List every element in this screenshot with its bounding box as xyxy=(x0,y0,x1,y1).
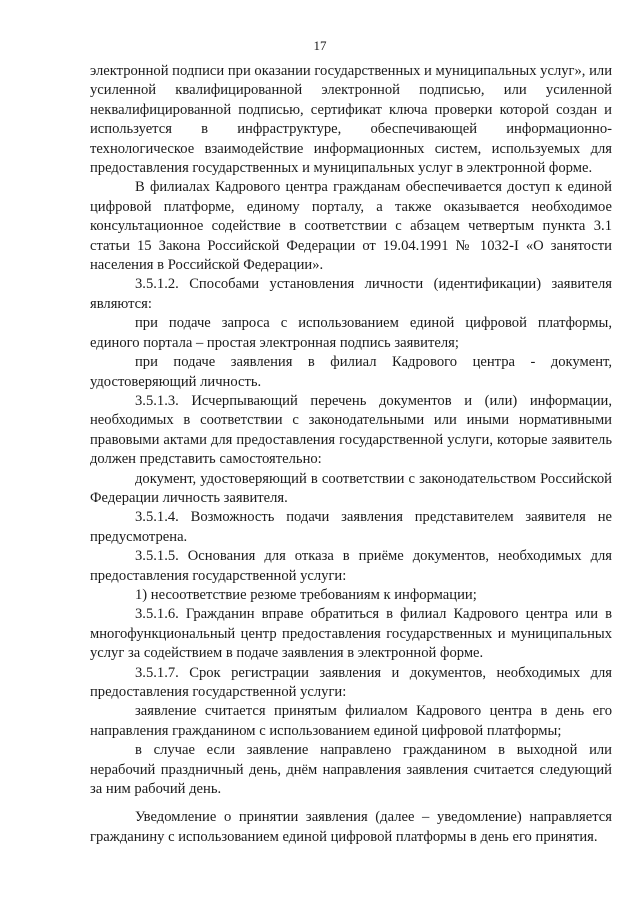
paragraph-3-5-1-7: 3.5.1.7. Срок регистрации заявления и документов, необходимых для предоставления государственной услуги: xyxy=(90,664,612,700)
paragraph-3-5-1-2: 3.5.1.2. Способами установления личности (идентификации) заявителя являются: xyxy=(90,276,612,312)
paragraph-identity-document: документ, удостоверяющий в соответствии с законодательством Российской Федерации личность заявителя. xyxy=(90,470,612,506)
page-number: 17 xyxy=(313,38,327,53)
paragraph-3-5-1-5: 3.5.1.5. Основания для отказа в приёме документов, необходимых для предоставления государственной услуги: xyxy=(90,548,612,584)
paragraph-signature-continuation: электронной подписи при оказании государственных и муниципальных услуг», или усиленной квалифицированной электронной подписью, или усиленной неквалифицированной подписью, сертификат ключа проверки которой создан и используется в инфраструктуре, обеспечивающей информационно-технологическое взаимодействие информационных систем, используемых для предоставления государственных и муниципальных услуг в электронной форме. xyxy=(90,63,613,177)
paragraph-branch-access: В филиалах Кадрового центра гражданам обеспечивается доступ к единой цифровой платформе, единому порталу, а также оказывается необходимое консультационное содействие в соответствии с абзацем четвертым пункта 3.1 статьи 15 Закона Российской Федерации от 19.04.1991 № 1032-I «О занятости населения в Российской Федерации». xyxy=(90,179,612,274)
paragraph-branch-identity-document: при подаче заявления в филиал Кадрового центра - документ, удостоверяющий личность. xyxy=(90,354,612,390)
paragraph-3-5-1-3: 3.5.1.3. Исчерпывающий перечень документов и (или) информации, необходимых в соответствии с законодательными или иными нормативными правовыми актами для предоставления государственной услуги, которые заявитель должен представить самостоятельно: xyxy=(90,392,612,468)
paragraph-3-5-1-4: 3.5.1.4. Возможность подачи заявления представителем заявителя не предусмотрена. xyxy=(90,509,612,545)
paragraph-portal-signature: при подаче запроса с использованием единой цифровой платформы, единого портала – простая электронная подпись заявителя; xyxy=(90,315,612,351)
paragraph-application-accepted: заявление считается принятым филиалом Кадрового центра в день его направления гражданином с использованием единой цифровой платформы; xyxy=(90,703,612,739)
paragraph-refusal-ground-1: 1) несоответствие резюме требованиям к информации; xyxy=(135,586,477,603)
paragraph-3-5-1-6: 3.5.1.6. Гражданин вправе обратиться в филиал Кадрового центра или в многофункциональный центр предоставления государственных и муниципальных услуг за содействием в подаче заявления в электронной форме. xyxy=(90,606,612,662)
paragraph-acceptance-notice: Уведомление о принятии заявления (далее – уведомление) направляется гражданину с использованием единой цифровой платформы в день его принятия. xyxy=(90,809,612,845)
document-body xyxy=(90,62,612,847)
paragraph-holiday-submission: в случае если заявление направлено гражданином в выходной или нерабочий праздничный день, днём направления заявления считается следующий за ним рабочий день. xyxy=(90,742,612,798)
